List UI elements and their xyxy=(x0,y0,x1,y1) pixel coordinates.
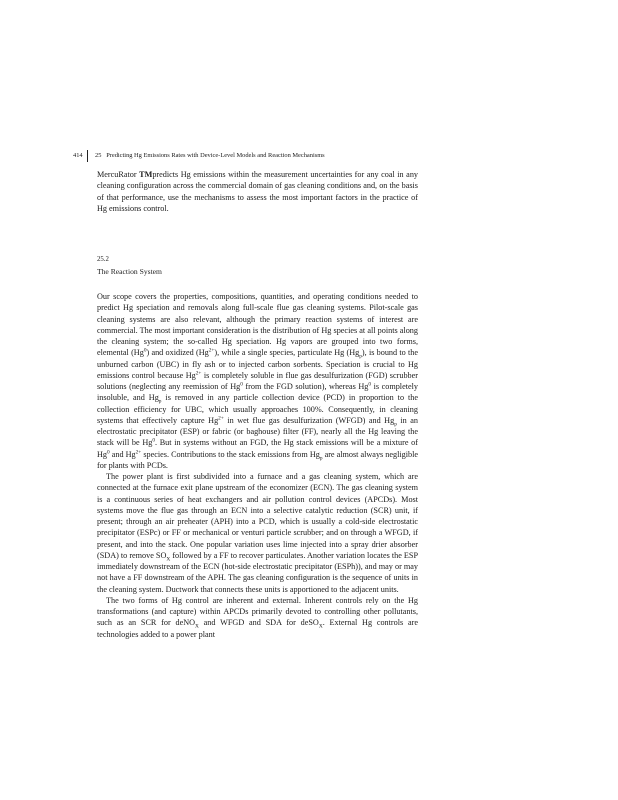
chapter-title: Predicting Hg Emissions Rates with Device-Level Models and Reaction Mechanisms xyxy=(106,152,325,159)
chapter-number: 25 xyxy=(95,152,102,159)
running-head-divider xyxy=(87,150,88,162)
paragraph-1: Our scope covers the properties, compositions, quantities, and operating conditions needed to predict Hg speciation and removals along full-scale flue gas cleaning systems. Pilot-scale gas cleaning systems are also relevant, although the primary reaction systems of interest are commercial. The most important consideration is the distribution of Hg species at all points along the cleaning system; the so-called Hg speciation. Hg vapors are grouped into two forms, elemental (Hg$^0$) and oxidized $(Hg^{2+})$, while a single species, particulate Hg $(Hg_p)$, is bound to the unburned carbon (UBC) in fly ash or to injected carbon sorbents. Speciation is crucial to Hg emissions control because $Hg^{2+}$ is completely soluble in flue gas desulfurization (FGD) scrubber solutions (neglecting any reemission of Hg$^0$ from the FGD solution), whereas Hg$^0$ is completely insoluble, and $Hg_p$ is removed in any particle collection device (PCD) in proportion to the collection efficiency for UBC, which usually approaches 100%. Consequently, in cleaning systems that effectively capture $Hg^{2+}$ in wet flue gas desulfurization (WFGD) and $Hg_p$ in an electrostatic precipitator (ESP) or fabric (or baghouse) filter (FF), nearly all the Hg leaving the stack will be Hg$^0$. But in systems without an FGD, the Hg stack emissions will be a mixture of Hg$^0$ and $Hg^{2+}$ species. Contributions to the stack emissions from $Hg_p$ are almost always negligible for plants with PCDs. xyxy=(97,292,419,470)
running-head xyxy=(73,150,433,162)
trademark-mark: TM xyxy=(139,170,153,179)
product-name: MercuRator xyxy=(97,170,137,179)
section-title: The Reaction System xyxy=(97,267,162,276)
intro-paragraph xyxy=(97,169,418,214)
section-number: 25.2 xyxy=(97,256,109,263)
intro-text: predicts Hg emissions within the measurement uncertainties for any coal in any cleaning configuration across the commercial domain of gas cleaning conditions and, on the basis of that performance, use the mechanisms to assess the most important factors in the practice of Hg emissions control. xyxy=(97,170,419,213)
running-head-title xyxy=(95,150,325,162)
section-body xyxy=(97,291,418,640)
paragraph-2: The power plant is first subdivided into a furnace and a gas cleaning system, which are connected at the furnace exit plane upstream of the economizer (ECN). The gas cleaning system is a continuous series of heat exchangers and air pollution control devices (APCDs). Most systems move the flue gas through an ECN into a selective catalytic reduction (SCR) unit, if present; through an air preheater (APH) into a PCD, which is usually a cold-side electrostatic precipitator (ESPc) or FF or mechanical or venturi particle scrubber; and on through a WFGD, if present, and into the stack. One popular variation uses lime injected into a spray drier absorber (SDA) to remove $SO_X$ followed by a FF to recover particulates. Another variation locates the ESP immediately downstream of the ECN (hot-side electrostatic precipitator (ESPh)), and may or may not have a FF downstream of the APH. The gas cleaning configuration is the sequence of units in the cleaning system. Ductwork that connects these units is apportioned to the adjacent units. xyxy=(97,472,419,594)
page-number: 414 xyxy=(73,152,83,159)
paragraph-3: The two forms of Hg control are inherent and external. Inherent controls rely on the Hg transformations (and capture) within APCDs primarily devoted to controlling other pollutants, such as an SCR for deNO$_X$ and WFGD and SDA for deSO$_X$. External Hg controls are technologies added to a power plant xyxy=(97,595,418,639)
